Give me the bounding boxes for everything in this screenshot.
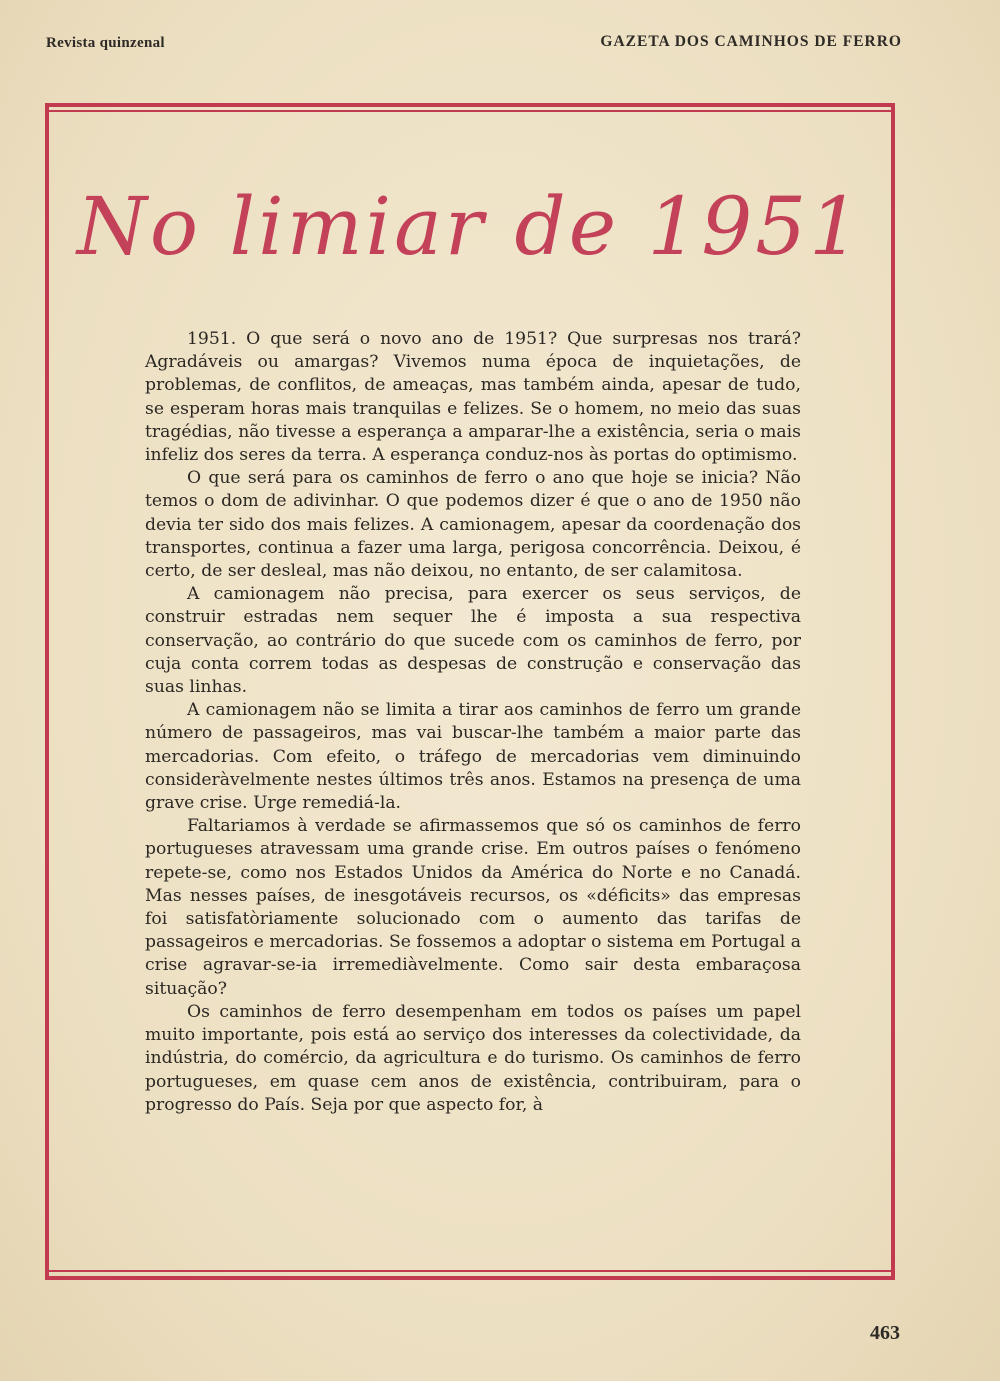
article-paragraph: Os caminhos de ferro desempenham em todos os países um papel muito importante, pois está ao serviço dos interesses da colectividade, da indústria, do comércio, da agricultura e do turismo. Os caminhos de ferro portugueses, em quase cem anos de existência, contribuiram, para o progresso do País. Seja por que aspecto for, à [145,1001,801,1115]
article-paragraph: A camionagem não precisa, para exercer os seus serviços, de construir estradas nem sequer lhe é imposta a sua respectiva conservação, ao contrário do que sucede com os caminhos de ferro, por cuja conta correm todas as despesas de construção e conservação das suas linhas. [145,584,801,698]
page-number: 463 [870,1322,900,1344]
article-paragraph: Faltariamos à verdade se afirmassemos que só os caminhos de ferro portugueses atravessam uma grande crise. Em outros países o fenómeno repete-se, como nos Estados Unidos da América do Norte e no Canadá. Mas nesses países, de inesgotáveis recursos, os «déficits» das empresas foi satisfatòriamente solucionado com o aumento das tarifas de passageiros e mercadorias. Se fossemos a adoptar o sistema em Portugal a crise agravar-se-ia irremediàvelmente. Como sair desta embaraçosa situação? [145,816,801,999]
running-head-right: GAZETA DOS CAMINHOS DE FERRO [600,33,902,50]
frame-top-outer-rule [45,103,895,107]
frame-right-rule [891,103,895,1280]
article-paragraph: A camionagem não se limita a tirar aos caminhos de ferro um grande número de passageiros, mas vai buscar-lhe também a maior parte das mercadorias. Com efeito, o tráfego de mercadorias vem diminuindo consideràvelmente nestes últimos três anos. Estamos na presença de uma grave crise. Urge remediá-la. [145,700,801,814]
article-body [145,328,801,1117]
running-head-left: Revista quinzenal [46,35,165,51]
frame-bottom-inner-rule [45,1270,895,1272]
article-paragraph: 1951. O que será o novo ano de 1951? Que surpresas nos trará? Agradáveis ou amargas? Vivemos numa época de inquietações, de problemas, de conflitos, de ameaças, mas também ainda, apesar de tudo, se esperam horas mais tranquilas e felizes. Se o homem, no meio das suas tragédias, não tivesse a esperança a amparar-lhe a existência, seria o mais infeliz dos seres da terra. A esperança conduz-nos às portas do optimismo. [145,329,801,466]
frame-top-inner-rule [45,110,895,112]
frame-bottom-outer-rule [45,1276,895,1280]
article-title: No limiar de 1951 [76,180,864,273]
frame-left-rule [45,103,49,1280]
article-paragraph: O que será para os caminhos de ferro o ano que hoje se inicia? Não temos o dom de adivinhar. O que podemos dizer é que o ano de 1950 não devia ter sido dos mais felizes. A camionagem, apesar da coordenação dos transportes, continua a fazer uma larga, perigosa concorrência. Deixou, é certo, de ser desleal, mas não deixou, no entanto, de ser calamitosa. [145,468,801,582]
